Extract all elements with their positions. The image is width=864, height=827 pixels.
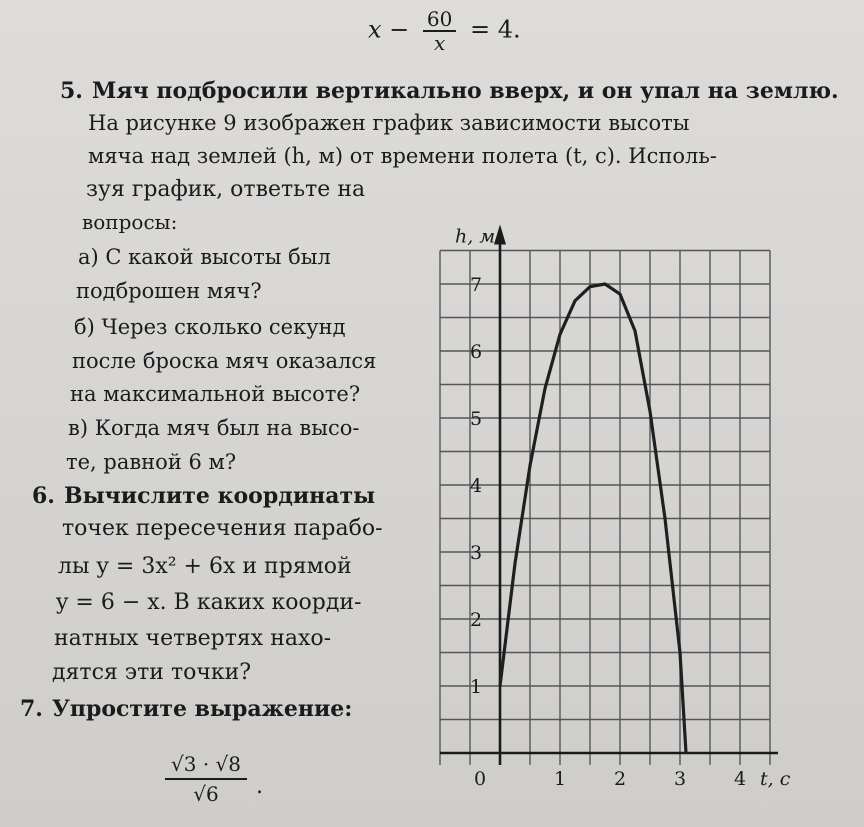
- y-tick-label: 6: [469, 341, 483, 363]
- chart-axes: [440, 225, 778, 766]
- problem-5-line-5: вопросы:: [82, 210, 178, 234]
- y-tick-label: 2: [469, 609, 483, 631]
- question-a-line-1: а) С какой высоты был: [78, 245, 331, 269]
- problem-7-number: 7.: [20, 696, 43, 722]
- question-a-line-2: подброшен мяч?: [76, 279, 262, 303]
- problem-5-line-1: Мяч подбросили вертикально вверх, и он упал на землю.: [92, 78, 839, 104]
- problem-6-line-6: дятся эти точки?: [52, 660, 252, 685]
- chart-grid: [440, 251, 770, 766]
- origin-label: 0: [474, 768, 487, 790]
- y-tick-label: 7: [469, 274, 483, 296]
- equation-denominator: x: [434, 31, 446, 55]
- problem-5-line-2: На рисунке 9 изображен график зависимости высоты: [88, 111, 690, 135]
- x-tick-label: 3: [673, 768, 687, 790]
- expression-denominator: √6: [193, 782, 219, 806]
- problem-7-text: Упростите выражение:: [52, 696, 353, 722]
- problem-6-line-2: точек пересечения парабо-: [62, 516, 383, 541]
- problem-5-line-4: зуя график, ответьте на: [86, 177, 366, 202]
- equation-rhs: = 4.: [470, 15, 521, 44]
- problem-6-line-4: y = 6 − x. В каких коорди-: [56, 590, 362, 615]
- y-tick-label: 1: [469, 676, 483, 698]
- question-b-line-1: б) Через сколько секунд: [74, 315, 346, 339]
- question-c-line-1: в) Когда мяч был на высо-: [68, 416, 360, 440]
- y-axis-label: h, м: [455, 225, 496, 248]
- equation-numerator: 60: [423, 8, 456, 32]
- y-tick-label: 4: [469, 475, 483, 497]
- problem-5-line-3: мяча над землей (h, м) от времени полета (t, с). Исполь-: [88, 144, 717, 168]
- x-axis-label: t, с: [760, 768, 791, 790]
- expression-period: .: [256, 774, 264, 799]
- x-tick-label: 2: [613, 768, 627, 790]
- problem-6-line-1: Вычислите координаты: [64, 483, 376, 509]
- y-tick-label: 3: [469, 542, 483, 564]
- x-tick-label: 1: [553, 768, 567, 790]
- x-tick-label: 4: [733, 768, 747, 790]
- question-c-line-2: те, равной 6 м?: [66, 450, 237, 474]
- expression-numerator: √3 · √8: [165, 752, 247, 780]
- problem-6-number: 6.: [32, 483, 55, 509]
- y-axis-arrow: [494, 225, 506, 245]
- question-b-line-3: на максимальной высоте?: [70, 382, 361, 406]
- problem-6-line-3: лы y = 3x² + 6x и прямой: [58, 554, 352, 579]
- problem-6-line-5: натных четвертях нахо-: [54, 626, 332, 651]
- y-tick-label: 5: [469, 408, 483, 430]
- question-b-line-2: после броска мяч оказался: [72, 349, 377, 373]
- equation-lhs: x −: [368, 15, 410, 44]
- problem-5-number: 5.: [60, 78, 83, 104]
